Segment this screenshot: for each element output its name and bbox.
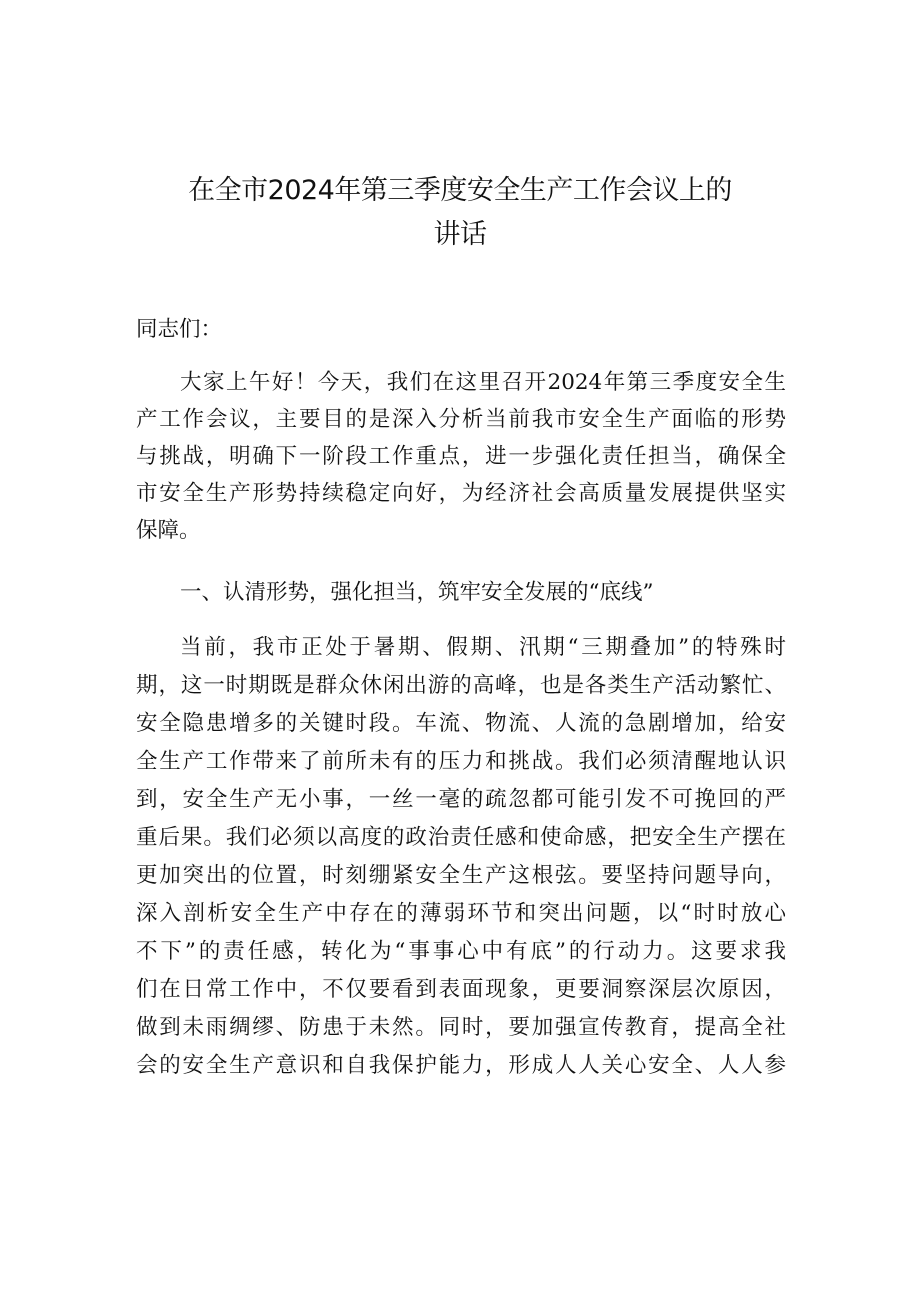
paragraph-2-line: 安全隐患增多的关键时段。车流、物流、人流的急剧增加，给安 <box>136 711 786 736</box>
paragraph-2-line: 全生产工作带来了前所未有的压力和挑战。我们必须清醒地认识 <box>136 749 786 774</box>
paragraph-1-line: 与挑战，明确下一阶段工作重点，进一步强化责任担当，确保全 <box>136 444 786 469</box>
section-1-heading: 一、认清形势，强化担当，筑牢安全发展的“底线” <box>180 580 654 605</box>
paragraph-2-line: 当前，我市正处于暑期、假期、汛期“三期叠加”的特殊时 <box>180 635 786 660</box>
paragraph-2-line: 到，安全生产无小事，一丝一毫的疏忽都可能引发不可挽回的严 <box>136 787 786 812</box>
paragraph-2-line: 不下”的责任感，转化为“事事心中有底”的行动力。这要求我 <box>136 939 786 964</box>
paragraph-2-line: 们在日常工作中，不仅要看到表面现象，更要洞察深层次原因， <box>136 977 786 1002</box>
paragraph-2-line: 做到未雨绸缪、防患于未然。同时，要加强宣传教育，提高全社 <box>136 1015 786 1040</box>
paragraph-2-line: 会的安全生产意识和自我保护能力，形成人人关心安全、人人参 <box>136 1053 786 1078</box>
paragraph-1-line: 保障。 <box>136 518 201 543</box>
salutation: 同志们： <box>136 317 223 342</box>
paragraph-1-line: 产工作会议，主要目的是深入分析当前我市安全生产面临的形势 <box>136 407 786 432</box>
paragraph-2-line: 重后果。我们必须以高度的政治责任感和使命感，把安全生产摆在 <box>136 825 786 850</box>
document-title-line-1: 在全市2024年第三季度安全生产工作会议上的 <box>188 175 732 206</box>
paragraph-2-line: 更加突出的位置，时刻绷紧安全生产这根弦。要坚持问题导向， <box>136 863 786 888</box>
document-title-line-2: 讲话 <box>433 219 487 250</box>
paragraph-2-line: 深入剖析安全生产中存在的薄弱环节和突出问题，以“时时放心 <box>136 901 786 926</box>
paragraph-1-line: 市安全生产形势持续稳定向好，为经济社会高质量发展提供坚实 <box>136 481 786 506</box>
paragraph-1-line: 大家上午好！今天，我们在这里召开2024年第三季度安全生 <box>180 370 786 395</box>
paragraph-2-line: 期，这一时期既是群众休闲出游的高峰，也是各类生产活动繁忙、 <box>136 673 786 698</box>
